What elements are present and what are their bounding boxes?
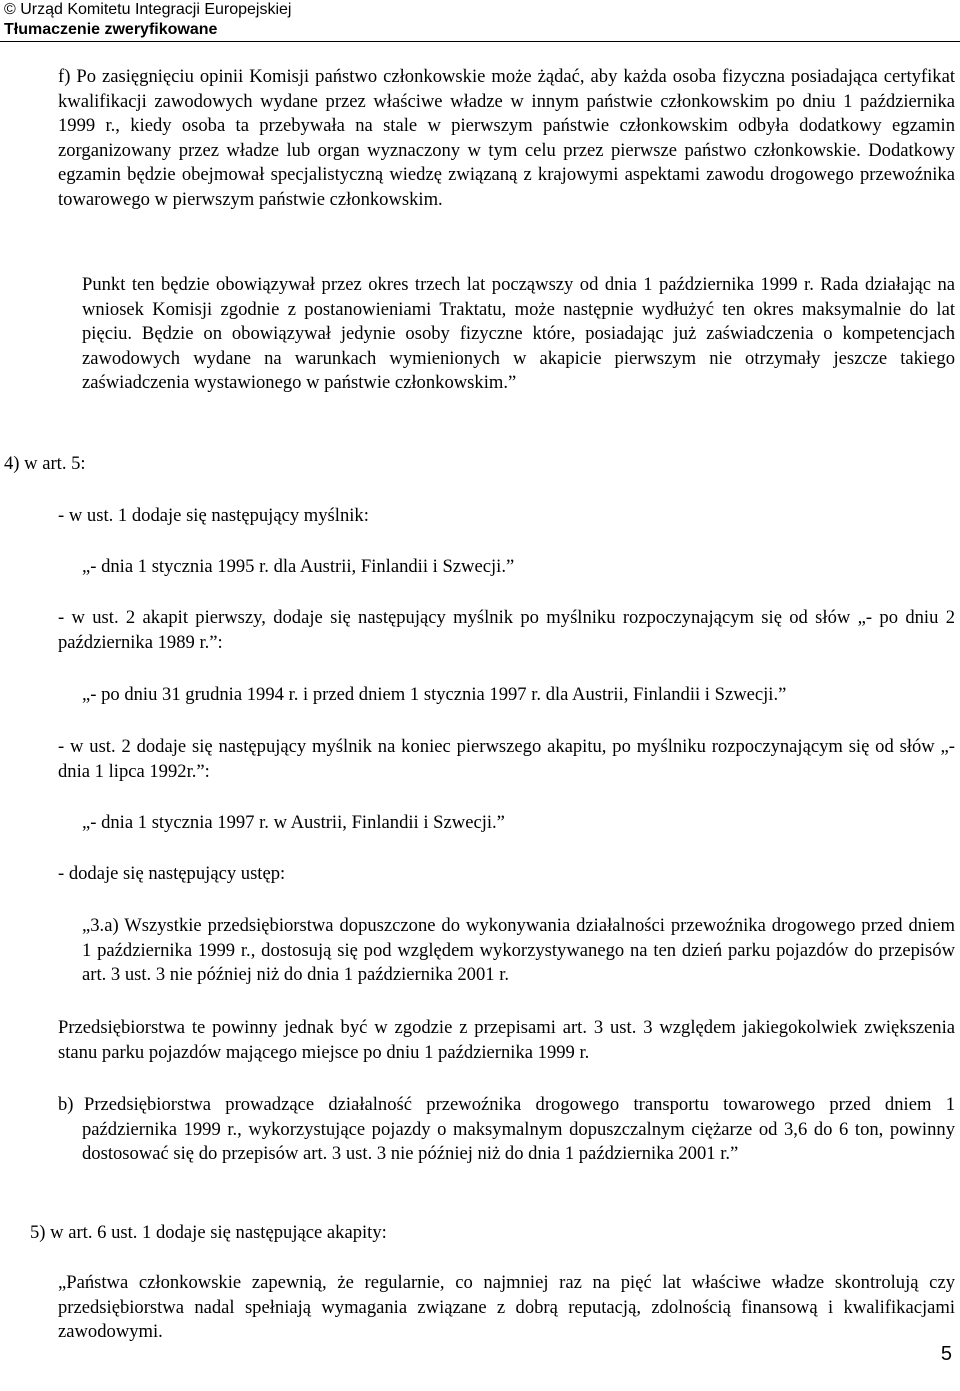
heading-art-6: 5) w art. 6 ust. 1 dodaje się następujące akapity: bbox=[30, 1222, 387, 1243]
paragraph-f: f) Po zasięgnięciu opinii Komisji państwo członkowskie może żądać, aby każda osoba fizyczna posiadająca certyfikat kwalifikacji zawodowych wydane przez właściwe władze w innym państwie członkowskim po dniu 1 października 1999 r., kiedy osoba ta przebywała na stale w pierwszym państwie członkowskim odbyła dodatkowy egzamin zorganizowany przez władze lub organ wyznaczony w tym celu przez pierwsze państwo członkowskie. Dodatkowy egzamin będzie obejmował specjalistyczną wiedzę związaną z krajowymi aspektami zawodu drogowego przewoźnika towarowego w pierwszym państwie członkowskim. bbox=[58, 66, 955, 210]
ust1-intro: - w ust. 1 dodaje się następujący myślnik: bbox=[58, 505, 369, 526]
paragraph-b bbox=[82, 1093, 955, 1167]
ust2a-quote: „- po dniu 31 grudnia 1994 r. i przed dniem 1 stycznia 1997 r. dla Austrii, Finlandii i Szwecji.” bbox=[82, 684, 787, 705]
header-divider bbox=[0, 41, 960, 42]
art6-quote: „Państwa członkowskie zapewnią, że regularnie, co najmniej raz na pięć lat właściwe władze skontrolują czy przedsiębiorstwa nadal spełniają wymagania związane z dobrą reputacją, zdolnością finansową i kwalifikacjami zawodowymi. bbox=[58, 1272, 955, 1343]
copyright-line: © Urząd Komitetu Integracji Europejskiej bbox=[4, 1, 292, 18]
paragraph-3a: „3.a) Wszystkie przedsiębiorstwa dopuszczone do wykonywania działalności przewoźnika drogowego przed dniem 1 października 1999 r., dostosują się pod względem wykorzystywanego na ten dzień parku pojazdów do przepisów art. 3 ust. 3 nie później niż do dnia 1 października 2001 r. bbox=[82, 915, 955, 986]
ust2b-quote: „- dnia 1 stycznia 1997 r. w Austrii, Finlandii i Szwecji.” bbox=[82, 812, 505, 833]
paragraph-b-text: Przedsiębiorstwa prowadzące działalność przewoźnika drogowego transportu towarowego przed dniem 1 października 1999 r., wykorzystujące pojazdy o maksymalnym dopuszczalnym ciężarze od 3,6 do 6 ton, powinny dostosować się do przepisów art. 3 ust. 3 nie później niż do dnia 1 października 2001 r.” bbox=[82, 1094, 955, 1165]
ust2b-intro: - w ust. 2 dodaje się następujący myślnik na koniec pierwszego akapitu, po myślniku rozpoczynającym się od słów „- dnia 1 lipca 1992r.”: bbox=[58, 736, 955, 782]
page-number: 5 bbox=[940, 1343, 952, 1365]
ust2a-intro: - w ust. 2 akapit pierwszy, dodaje się następujący myślnik po myślniku rozpoczynającym się od słów „- po dniu 2 października 1989 r.”: bbox=[58, 607, 955, 653]
document-header bbox=[4, 0, 291, 40]
heading-art-5: 4) w art. 5: bbox=[4, 453, 86, 474]
paragraph-punkt: Punkt ten będzie obowiązywał przez okres trzech lat począwszy od dnia 1 października 1999 r. Rada działając na wniosek Komisji zgodnie z postanowieniami Traktatu, może następnie wydłużyć ten okres maksymalnie do lat pięciu. Będzie on obowiązywał jedynie osoby fizyczne które, posiadając już zaświadczenia o kompetencjach zawodowych wydane na warunkach wymienionych w akapicie pierwszym nie otrzymały jeszcze takiego zaświadczenia wystawionego w państwie członkowskim.” bbox=[82, 274, 955, 394]
verified-translation-label: Tłumaczenie zweryfikowane bbox=[4, 21, 218, 38]
paragraph-b-label: b) bbox=[58, 1094, 74, 1115]
ust1-quote: „- dnia 1 stycznia 1995 r. dla Austrii, Finlandii i Szwecji.” bbox=[82, 556, 515, 577]
paragraph-przedsiebiorstwa: Przedsiębiorstwa te powinny jednak być w zgodzie z przepisami art. 3 ust. 3 względem jakiegokolwiek zwiększenia stanu parku pojazdów mającego miejsce po dniu 1 października 1999 r. bbox=[58, 1017, 955, 1063]
ustep-intro: - dodaje się następujący ustęp: bbox=[58, 863, 286, 884]
